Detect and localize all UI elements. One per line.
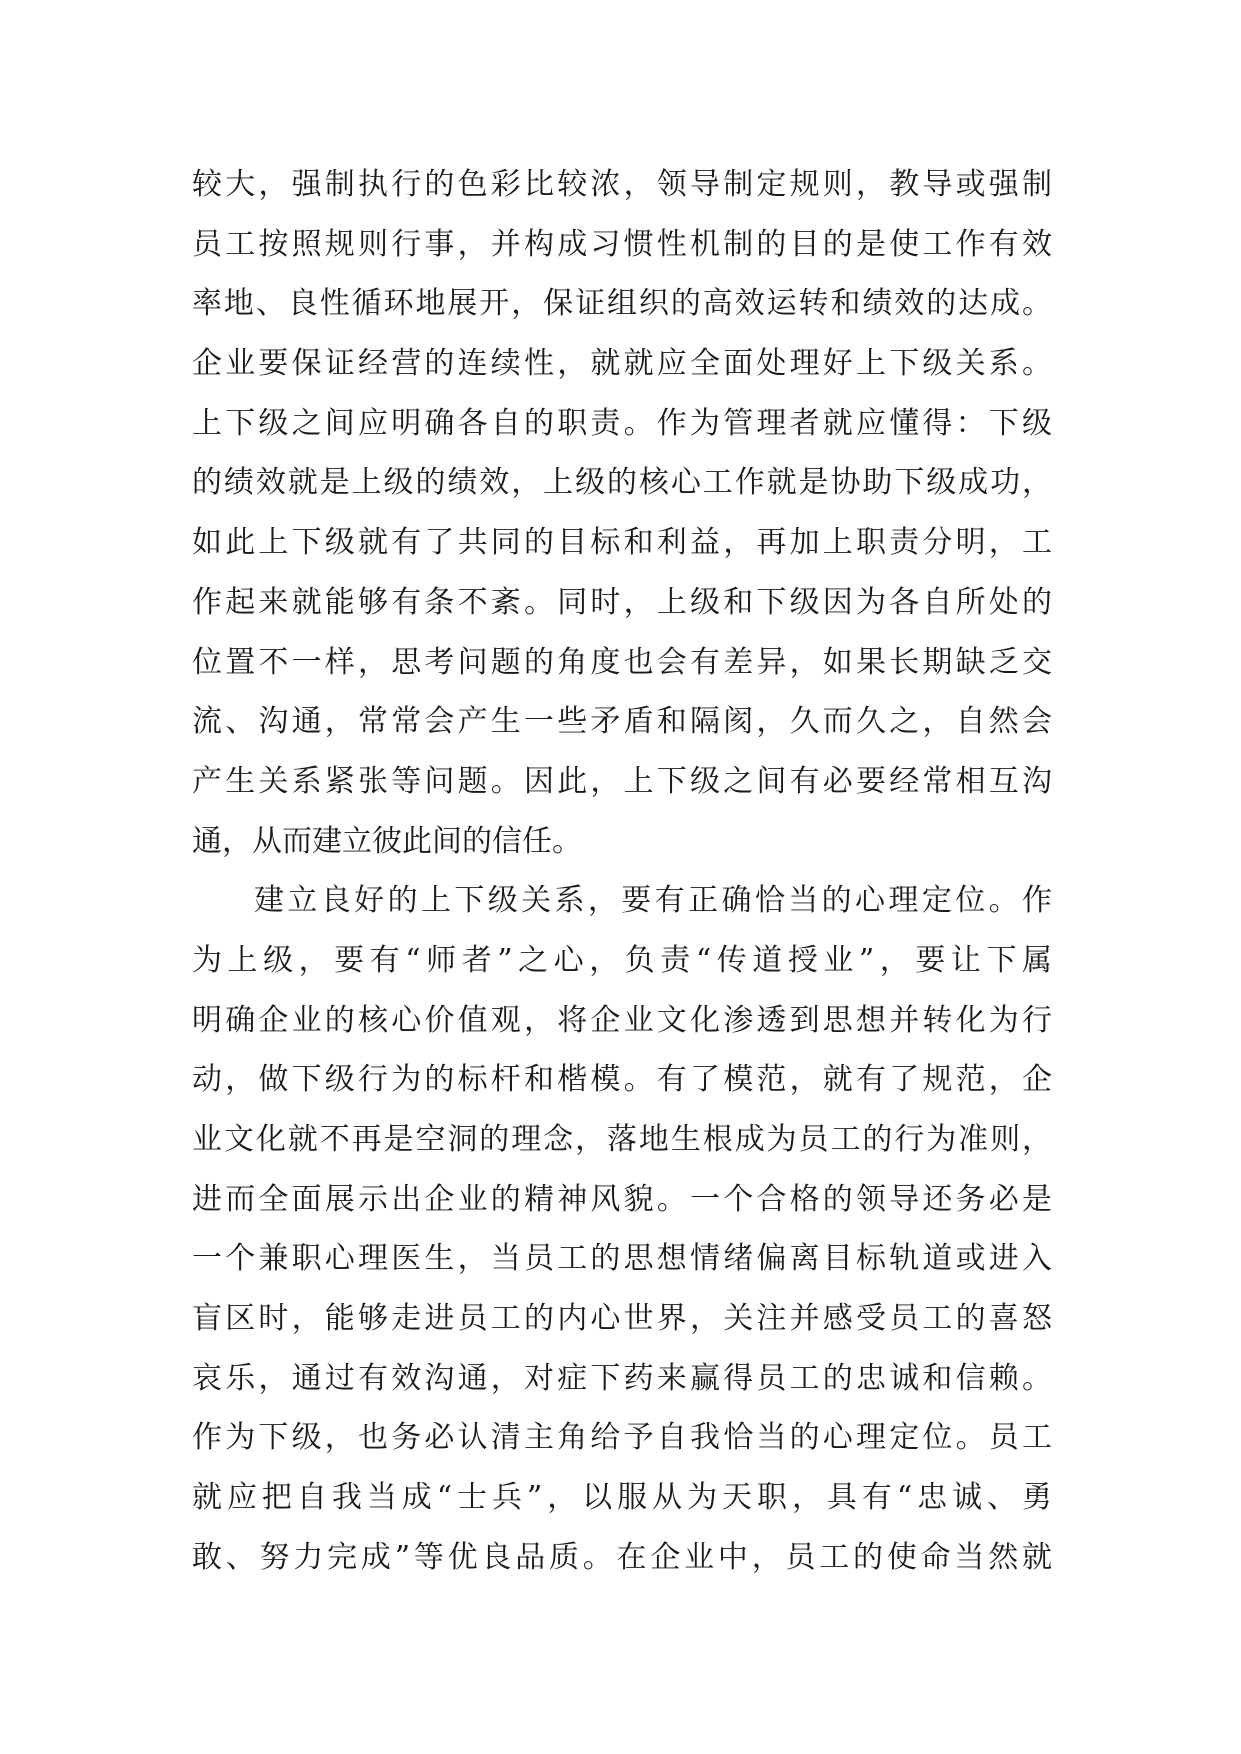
text-line: 较大，强制执行的色彩比较浓，领导制定规则，教导或强制 [192, 167, 1052, 202]
text-line: 产生关系紧张等问题。因此，上下级之间有必要经常相互沟 [192, 763, 1052, 799]
text-line: 进而全面展示出企业的精神风貌。一个合格的领导还务必是 [192, 1181, 1052, 1217]
paragraph-2 [192, 871, 1052, 1587]
text-line: 通，从而建立彼此间的信任。 [192, 823, 582, 859]
text-line: 率地、良性循环地展开，保证组织的高效运转和绩效的达成。 [192, 286, 1052, 322]
text-line: 的绩效就是上级的绩效，上级的核心工作就是协助下级成功， [192, 465, 1052, 501]
text-line: 建立良好的上下级关系，要有正确恰当的心理定位。作 [254, 883, 1052, 919]
text-line: 敢、努力完成”等优良品质。在企业中，员工的使命当然就 [192, 1539, 1052, 1575]
text-line: 哀乐，通过有效沟通，对症下药来赢得员工的忠诚和信赖。 [192, 1360, 1052, 1396]
text-line: 位置不一样，思考问题的角度也会有差异，如果长期缺乏交 [192, 644, 1052, 680]
text-line: 如此上下级就有了共同的目标和利益，再加上职责分明，工 [192, 525, 1052, 561]
text-line: 一个兼职心理医生，当员工的思想情绪偏离目标轨道或进入 [192, 1241, 1052, 1277]
text-line: 动，做下级行为的标杆和楷模。有了模范，就有了规范，企 [192, 1062, 1052, 1098]
text-line: 就应把自我当成“士兵”，以服从为天职，具有“忠诚、勇 [192, 1480, 1052, 1516]
text-line: 为上级，要有“师者”之心，负责“传道授业”，要让下属 [192, 942, 1052, 978]
text-line: 员工按照规则行事，并构成习惯性机制的目的是使工作有效 [192, 226, 1052, 262]
text-line: 作为下级，也务必认清主角给予自我恰当的心理定位。员工 [192, 1420, 1052, 1456]
paragraph-1 [192, 155, 1052, 871]
text-line: 作起来就能够有条不紊。同时，上级和下级因为各自所处的 [192, 584, 1052, 620]
text-line: 企业要保证经营的连续性，就就应全面处理好上下级关系。 [192, 346, 1052, 382]
text-line: 流、沟通，常常会产生一些矛盾和隔阂，久而久之，自然会 [192, 704, 1052, 740]
text-line: 上下级之间应明确各自的职责。作为管理者就应懂得：下级 [192, 405, 1052, 441]
text-line: 业文化就不再是空洞的理念，落地生根成为员工的行为准则， [192, 1122, 1052, 1157]
body-text [192, 155, 1052, 1588]
text-line: 盲区时，能够走进员工的内心世界，关注并感受员工的喜怒 [192, 1301, 1052, 1337]
text-line: 明确企业的核心价值观，将企业文化渗透到思想并转化为行 [192, 1002, 1052, 1038]
